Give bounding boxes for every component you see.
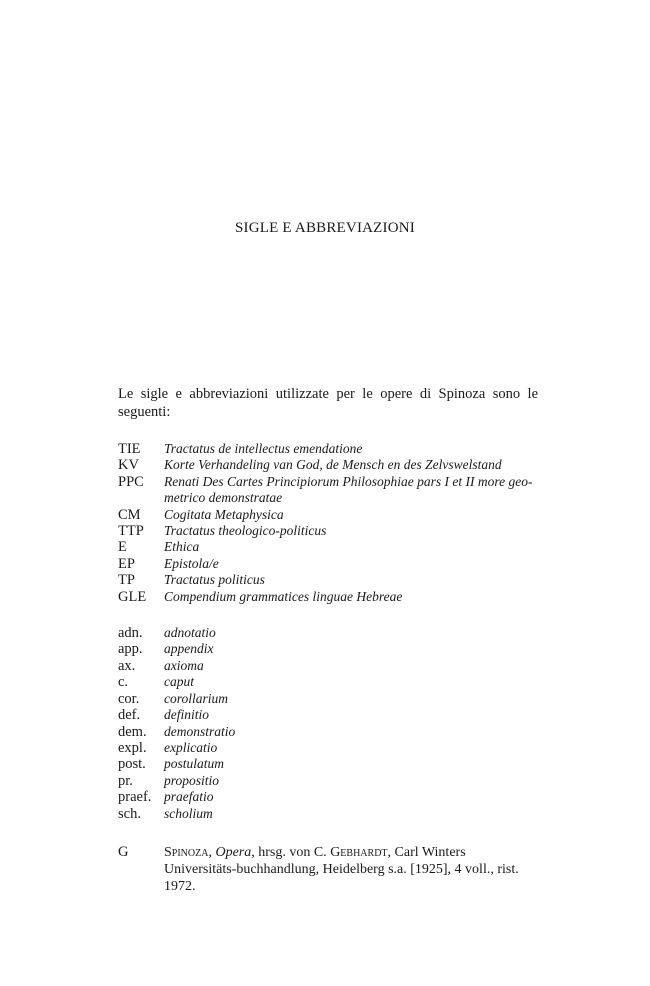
term-abbreviation: praef. — [118, 789, 152, 806]
term-abbreviation: post. — [118, 756, 146, 773]
edition-editor: Gebhardt — [330, 844, 388, 860]
term-meaning: explicatio — [164, 739, 218, 755]
work-title: Tractatus de intellectus emendatione — [164, 441, 363, 456]
work-title: Korte Verhandeling van God, de Mensch en des Zelvswelstand — [164, 457, 502, 473]
term-abbreviation: c. — [118, 674, 129, 691]
work-title: Renati Des Cartes Principiorum Philosophiae pars I et II more geo-metrico demonstratae — [164, 473, 533, 506]
work-title: Tractatus politicus — [164, 572, 265, 588]
term-meaning: scholium — [164, 805, 213, 821]
edition-entry — [118, 844, 538, 895]
edition-abbreviation: G — [118, 843, 129, 860]
work-row — [118, 441, 538, 457]
term-row — [118, 641, 538, 657]
work-abbreviation: TTP — [118, 523, 144, 540]
work-title: Ethica — [164, 539, 200, 555]
term-row — [118, 691, 538, 707]
page-title: SIGLE E ABBREVIAZIONI — [234, 220, 416, 236]
term-abbreviation: cor. — [118, 690, 140, 707]
term-abbreviation: adn. — [118, 625, 143, 642]
work-title: Epistola/e — [164, 555, 219, 571]
term-row — [118, 806, 538, 822]
work-abbreviation: KV — [118, 457, 139, 474]
term-meaning: definitio — [164, 707, 209, 723]
edition-citation — [164, 844, 538, 895]
term-meaning: propositio — [164, 772, 220, 788]
term-abbreviation: sch. — [118, 805, 141, 822]
term-meaning: demonstratio — [164, 723, 236, 739]
work-title: Cogitata Metaphysica — [164, 506, 284, 522]
abbreviations-content — [118, 385, 538, 895]
edition-text-part1: , hrsg. von C. — [251, 844, 331, 860]
term-meaning: caput — [164, 674, 194, 690]
work-abbreviation: PPC — [118, 473, 144, 490]
intro-paragraph: Le sigle e abbreviazioni utilizzate per le opere di Spinoza sono le seguenti: — [118, 386, 538, 420]
term-meaning: adnotatio — [164, 625, 216, 641]
term-abbreviation: pr. — [118, 772, 133, 789]
term-meaning: postulatum — [164, 756, 225, 772]
work-row — [118, 523, 538, 539]
work-abbreviation: CM — [118, 506, 141, 523]
term-meaning: appendix — [164, 641, 214, 657]
term-row — [118, 724, 538, 740]
term-row — [118, 674, 538, 690]
edition-separator: , — [208, 844, 216, 860]
term-row — [118, 773, 538, 789]
work-title: Compendium grammatices linguae Hebreae — [164, 588, 403, 604]
term-row — [118, 756, 538, 772]
terms-list — [118, 625, 538, 822]
work-row — [118, 539, 538, 555]
term-row — [118, 625, 538, 641]
work-abbreviation: TP — [118, 572, 135, 589]
edition-work-title: Opera — [215, 844, 252, 860]
term-row — [118, 707, 538, 723]
term-row — [118, 789, 538, 805]
work-row — [118, 457, 538, 473]
work-row — [118, 507, 538, 523]
work-row — [118, 556, 538, 572]
edition-row — [118, 844, 538, 895]
work-row — [118, 474, 538, 507]
works-list — [118, 441, 538, 605]
edition-author: Spinoza — [164, 844, 209, 860]
term-abbreviation: app. — [118, 641, 143, 658]
work-title: Tractatus theologico-politicus — [164, 523, 327, 539]
term-meaning: praefatio — [164, 789, 214, 805]
term-abbreviation: expl. — [118, 739, 147, 756]
term-abbreviation: dem. — [118, 723, 147, 740]
term-meaning: axioma — [164, 657, 204, 673]
term-abbreviation: def. — [118, 707, 141, 724]
work-abbreviation: E — [118, 539, 127, 556]
work-abbreviation: GLE — [118, 588, 147, 605]
term-meaning: corollarium — [164, 690, 228, 706]
term-row — [118, 658, 538, 674]
work-abbreviation: EP — [118, 555, 135, 572]
edition-text-part2: , Carl Winters Universitäts-buchhandlung, Heidelberg s.a. [1925], 4 voll., rist. 1972. — [164, 844, 519, 894]
work-abbreviation: TIE — [118, 441, 141, 457]
work-row — [118, 589, 538, 605]
term-abbreviation: ax. — [118, 657, 136, 674]
term-row — [118, 740, 538, 756]
work-row — [118, 572, 538, 588]
